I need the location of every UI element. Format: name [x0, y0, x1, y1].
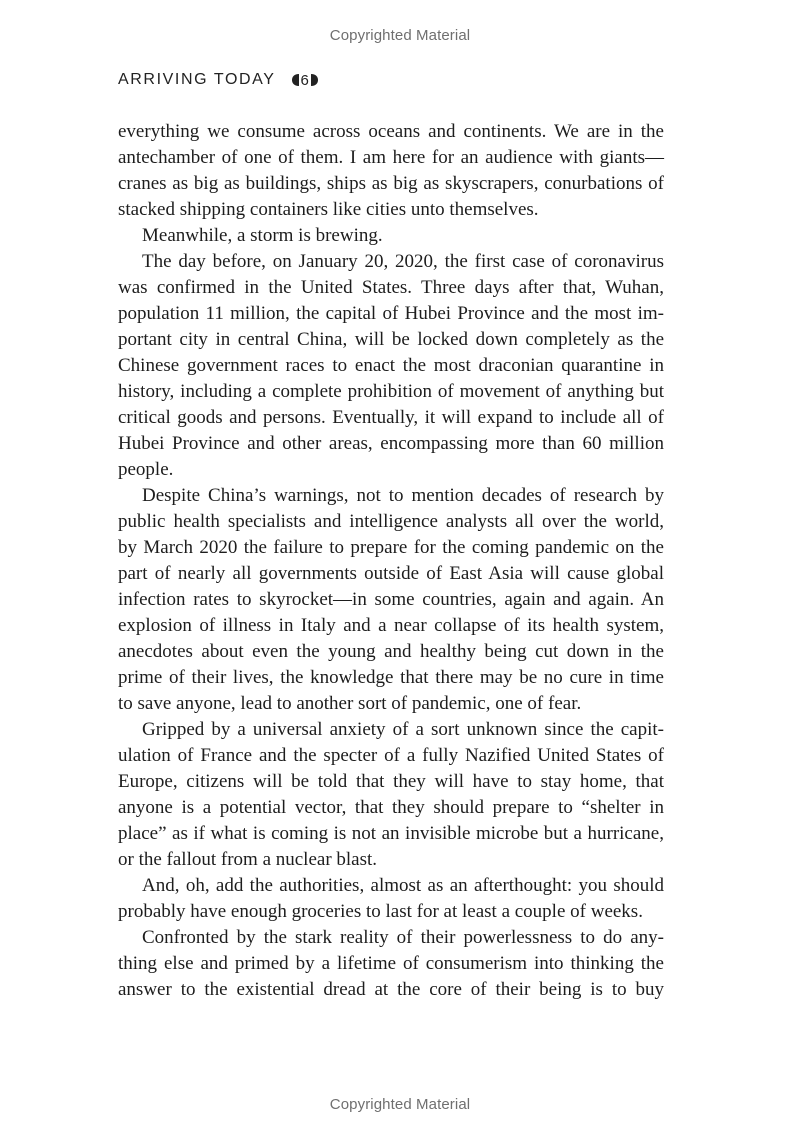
text-line: population 11 million, the capital of Hubei Province and the most im-	[118, 303, 664, 324]
text-line: or the fallout from a nuclear blast.	[118, 849, 378, 870]
folio-left-bracket-icon	[292, 74, 299, 86]
folio	[292, 72, 318, 89]
text-line: stacked shipping containers like cities unto themselves.	[118, 199, 539, 220]
running-title: ARRIVING TODAY	[118, 71, 276, 88]
text-line: Hubei Province and other areas, encompassing more than 60 million	[118, 433, 664, 454]
text-line: anecdotes about even the young and healthy being cut down in the	[118, 641, 664, 662]
text-line: portant city in central China, will be locked down completely as the	[118, 329, 664, 350]
text-line: The day before, on January 20, 2020, the first case of coronavirus	[142, 251, 664, 272]
text-line: critical goods and persons. Eventually, it will expand to include all of	[118, 407, 664, 428]
text-line: everything we consume across oceans and continents. We are in the	[118, 121, 664, 142]
text-line: antechamber of one of them. I am here for an audience with giants—	[118, 147, 664, 168]
body-text	[118, 119, 664, 1003]
text-line: answer to the existential dread at the core of their being is to buy	[118, 979, 664, 1000]
text-line: by March 2020 the failure to prepare for the coming pandemic on the	[118, 537, 664, 558]
text-line: Europe, citizens will be told that they will have to stay home, that	[118, 771, 664, 792]
text-line: place” as if what is coming is not an invisible microbe but a hurricane,	[118, 823, 664, 844]
text-line: prime of their lives, the knowledge that there may be no cure in time	[118, 667, 664, 688]
text-line: history, including a complete prohibition of movement of anything but	[118, 381, 664, 402]
text-line: And, oh, add the authorities, almost as an afterthought: you should	[142, 875, 664, 896]
text-line: part of nearly all governments outside of East Asia will cause global	[118, 563, 664, 584]
text-line: thing else and primed by a lifetime of consumerism into thinking the	[118, 953, 664, 974]
folio-right-bracket-icon	[311, 74, 318, 86]
running-head	[118, 69, 318, 91]
text-line: Confronted by the stark reality of their powerlessness to do any-	[142, 927, 664, 948]
text-line: Chinese government races to enact the most draconian quarantine in	[118, 355, 664, 376]
text-line: infection rates to skyrocket—in some countries, again and again. An	[118, 589, 664, 610]
text-line: anyone is a potential vector, that they should prepare to “shelter in	[118, 797, 664, 818]
text-line: public health specialists and intelligence analysts all over the world,	[118, 511, 664, 532]
watermark-bottom: Copyrighted Material	[329, 1096, 471, 1113]
text-line: Meanwhile, a storm is brewing.	[142, 225, 383, 246]
page-number: 6	[300, 71, 309, 89]
text-line: probably have enough groceries to last for at least a couple of weeks.	[118, 901, 643, 922]
text-line: was confirmed in the United States. Three days after that, Wuhan,	[118, 277, 664, 298]
text-line: to save anyone, lead to another sort of pandemic, one of fear.	[118, 693, 582, 714]
text-line: Despite China’s warnings, not to mention decades of research by	[142, 485, 664, 506]
text-line: Gripped by a universal anxiety of a sort unknown since the capit-	[142, 719, 664, 740]
text-line: cranes as big as buildings, ships as big as skyscrapers, conurbations of	[118, 173, 664, 194]
watermark-top: Copyrighted Material	[329, 27, 471, 44]
text-line: explosion of illness in Italy and a near collapse of its health system,	[118, 615, 664, 636]
text-line: people.	[118, 459, 174, 480]
text-line: ulation of France and the specter of a fully Nazified United States of	[118, 745, 664, 766]
